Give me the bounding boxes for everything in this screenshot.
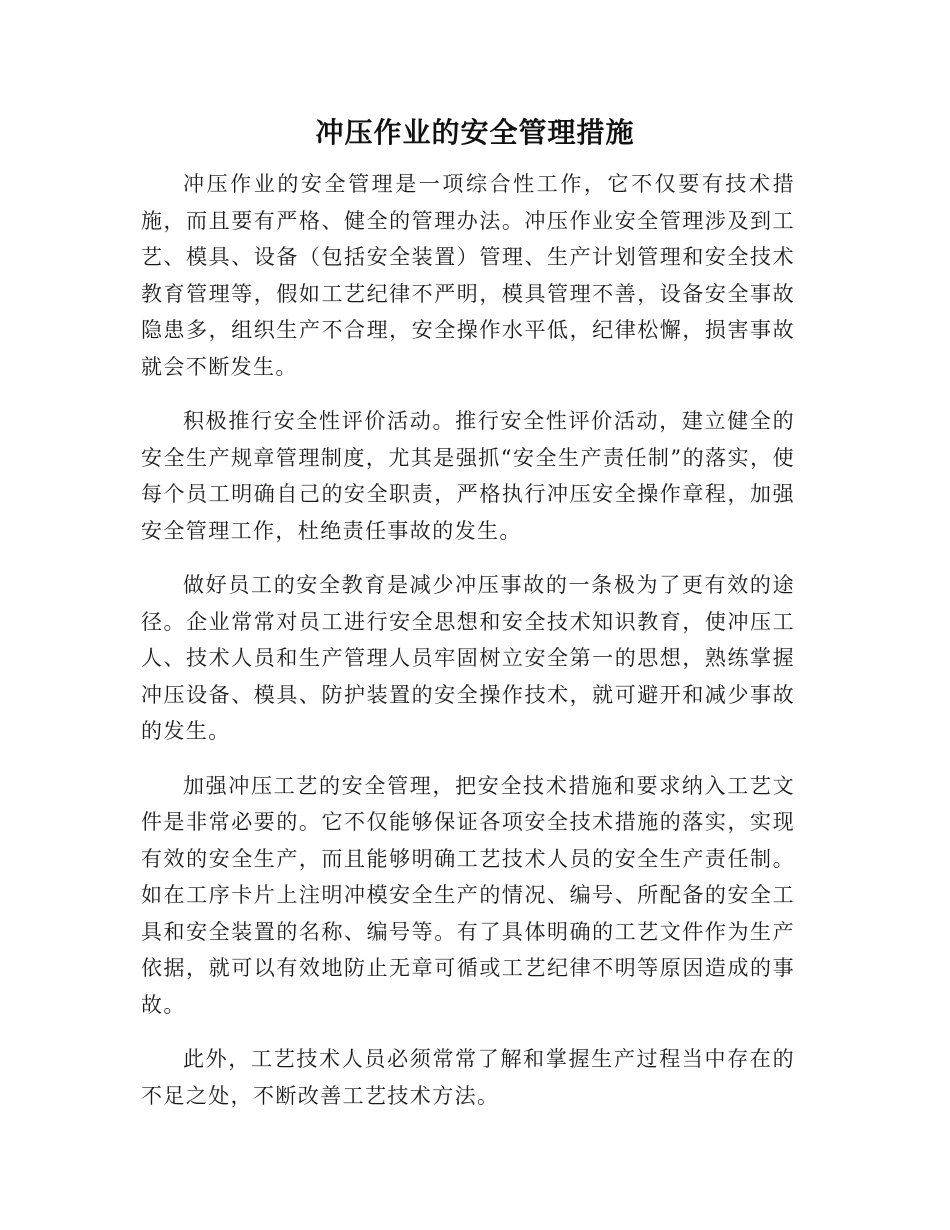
document-body [141, 166, 795, 1132]
document-title: 冲压作业的安全管理措施 [315, 116, 635, 149]
paragraph-3: 做好员工的安全教育是减少冲压事故的一条极为了更有效的途径。企业常常对员工进行安全思想和安全技术知识教育，使冲压工人、技术人员和生产管理人员牢固树立安全第一的思想，熟练掌握冲压设备、模具、防护装置的安全操作技术，就可避开和减少事故的发生。 [141, 573, 795, 743]
paragraph-1: 冲压作业的安全管理是一项综合性工作，它不仅要有技术措施，而且要有严格、健全的管理办法。冲压作业安全管理涉及到工艺、模具、设备（包括安全装置）管理、生产计划管理和安全技术教育管理等，假如工艺纪律不严明，模具管理不善，设备安全事故隐患多，组织生产不合理，安全操作水平低，纪律松懈，损害事故就会不断发生。 [141, 172, 795, 379]
paragraph-5: 此外，工艺技术人员必须常常了解和掌握生产过程当中存在的不足之处，不断改善工艺技术方法。 [141, 1047, 795, 1108]
paragraph-4: 加强冲压工艺的安全管理，把安全技术措施和要求纳入工艺文件是非常必要的。它不仅能够保证各项安全技术措施的落实，实现有效的安全生产，而且能够明确工艺技术人员的安全生产责任制。如在工序卡片上注明冲模安全生产的情况、编号、所配备的安全工具和安全装置的名称、编号等。有了具体明确的工艺文件作为生产依据，就可以有效地防止无章可循或工艺纪律不明等原因造成的事故。 [141, 773, 795, 1017]
paragraph-2: 积极推行安全性评价活动。推行安全性评价活动，建立健全的安全生产规章管理制度，尤其是强抓“安全生产责任制”的落实，使每个员工明确自己的安全职责，严格执行冲压安全操作章程，加强安全管理工作，杜绝责任事故的发生。 [141, 409, 795, 543]
